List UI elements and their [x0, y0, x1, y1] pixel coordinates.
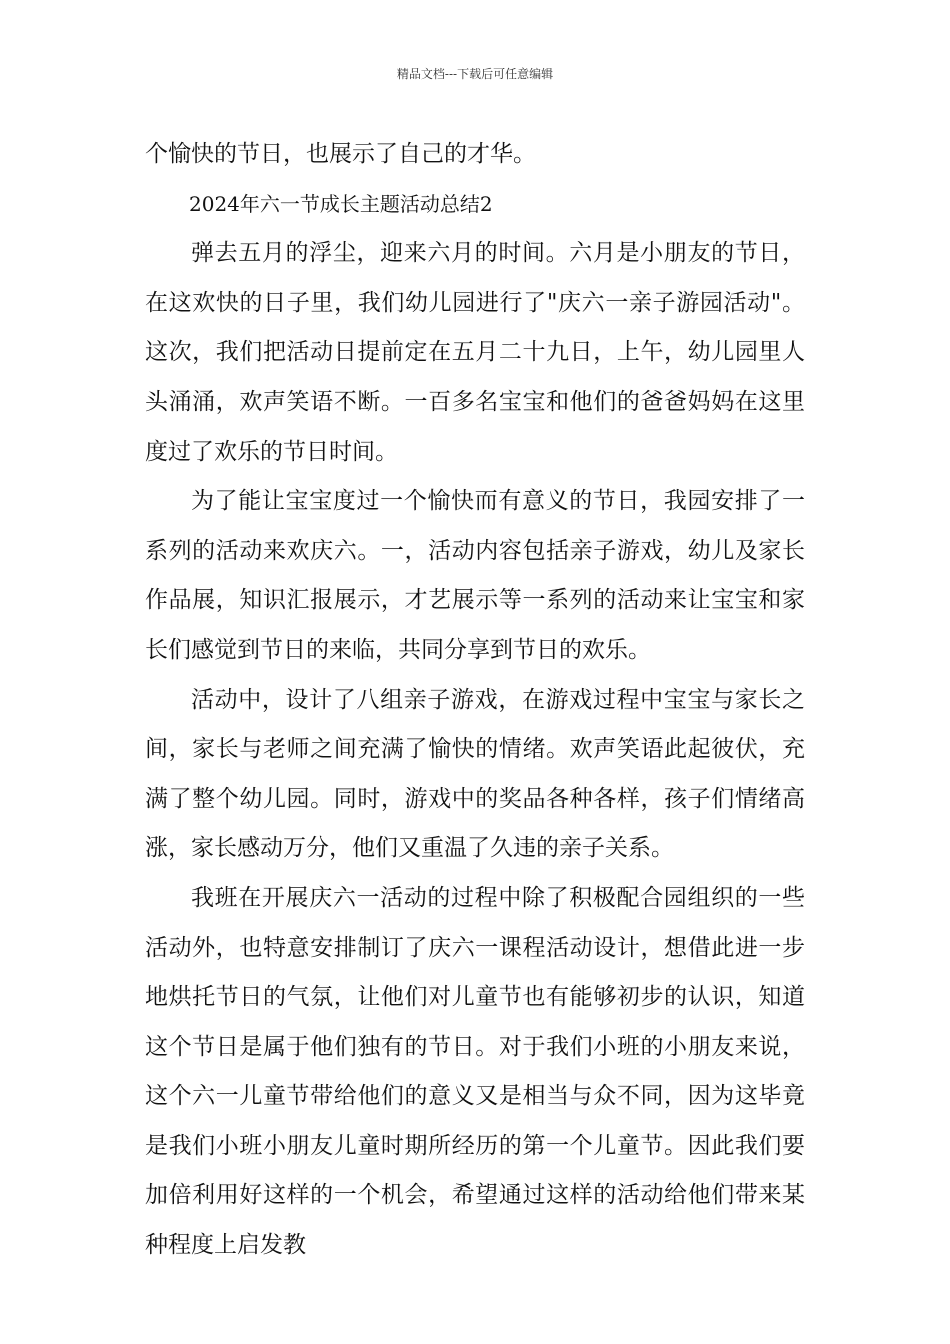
page-header: 精品文档---下载后可任意编辑 [396, 67, 554, 81]
lead-paragraph: 个愉快的节日，也展示了自己的才华。 [145, 141, 536, 167]
paragraph-4: 我班在开展庆六一活动的过程中除了积极配合园组织的一些活动外，也特意安排制订了庆六一课程活动设计，想借此进一步地烘托节日的气氛，让他们对儿童节也有能够初步的认识，知道这个节日是属于他们独有的节日。对于我们小班的小朋友来说，这个六一儿童节带给他们的意义又是相当与众不同，因为这毕竟是我们小班小朋友儿童时期所经历的第一个儿童节。因此我们要加倍利用好这样的一个机会，希望通过这样的活动给他们带来某种程度上启发教 [145, 884, 805, 1259]
paragraph-1: 弹去五月的浮尘，迎来六月的时间。六月是小朋友的节日，在这欢快的日子里，我们幼儿园进行了"庆六一亲子游园活动"。这次，我们把活动日提前定在五月二十九日，上午，幼儿园里人头涌涌，欢声笑语不断。一百多名宝宝和他们的爸爸妈妈在这里度过了欢乐的节日时间。 [145, 240, 805, 465]
section-title: 2024年六一节成长主题活动总结2 [189, 191, 493, 216]
paragraph-3: 活动中，设计了八组亲子游戏，在游戏过程中宝宝与家长之间，家长与老师之间充满了愉快的情绪。欢声笑语此起彼伏，充满了整个幼儿园。同时，游戏中的奖品各种各样，孩子们情绪高涨，家长感动万分，他们又重温了久违的亲子关系。 [145, 686, 805, 862]
paragraph-2: 为了能让宝宝度过一个愉快而有意义的节日，我园安排了一系列的活动来欢庆六。一，活动内容包括亲子游戏，幼儿及家长作品展，知识汇报展示，才艺展示等一系列的活动来让宝宝和家长们感觉到节日的来临，共同分享到节日的欢乐。 [145, 488, 805, 663]
document-body [145, 130, 805, 1271]
